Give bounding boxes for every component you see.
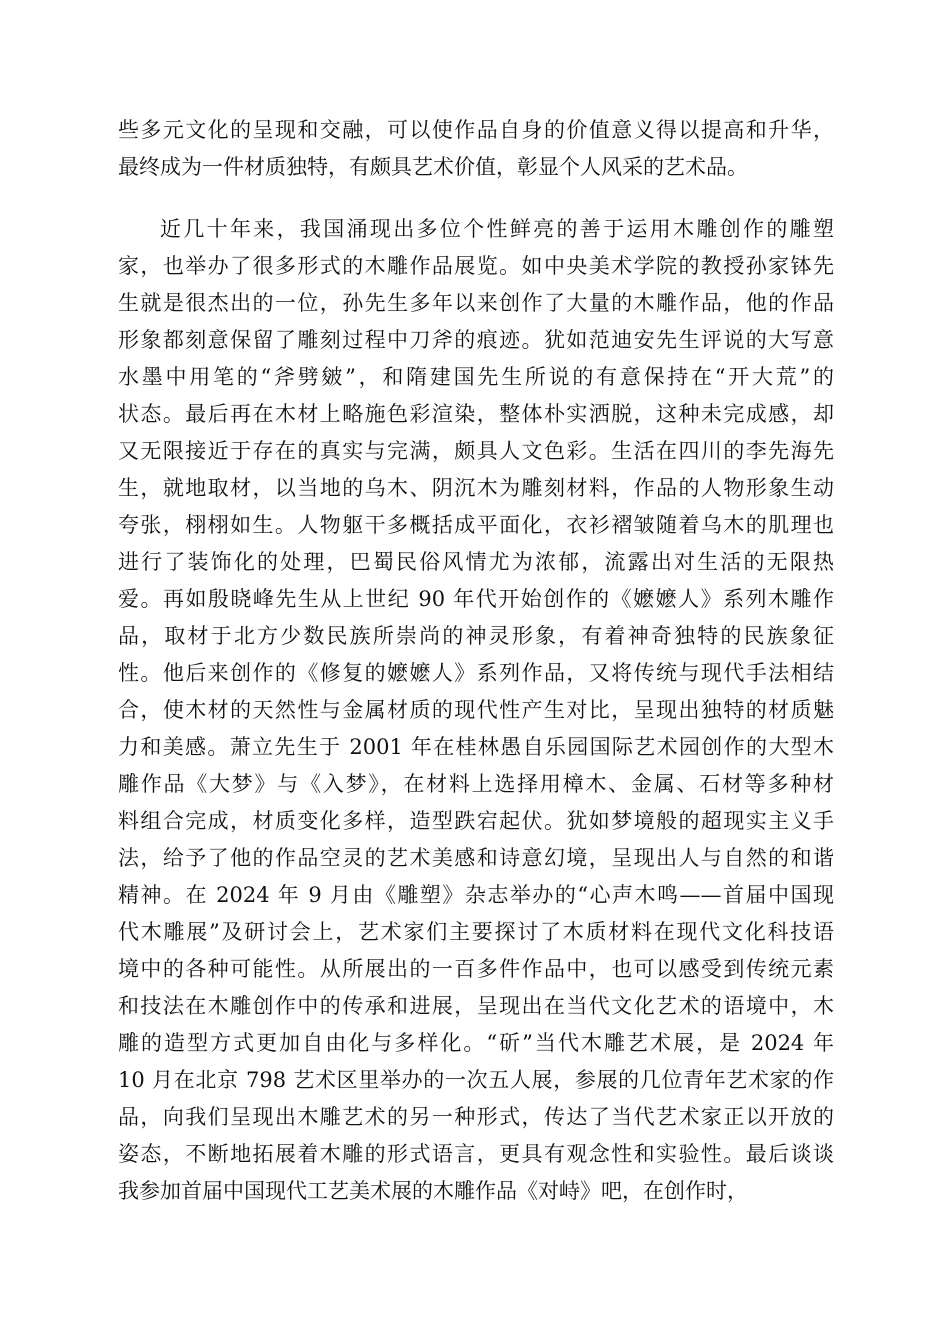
text-line: 精神。在 2024 年 9 月由《雕塑》杂志举办的“心声木鸣——首届中国现 (118, 883, 834, 907)
body-text (118, 112, 834, 1210)
text-line: 形象都刻意保留了雕刻过程中刀斧的痕迹。犹如范迪安先生评说的大写意 (118, 328, 834, 352)
text-line: 品，向我们呈现出木雕艺术的另一种形式，传达了当代艺术家正以开放的 (118, 1105, 834, 1129)
text-line: 些多元文化的呈现和交融，可以使作品自身的价值意义得以提高和升华， (118, 118, 834, 142)
text-line: 水墨中用笔的“斧劈皴”，和隋建国先生所说的有意保持在“开大荒”的 (118, 365, 834, 389)
text-line: 性。他后来创作的《修复的嬷嬷人》系列作品，又将传统与现代手法相结 (118, 661, 834, 685)
text-line: 雕的造型方式更加自由化与多样化。“斫”当代木雕艺术展，是 2024 年 (118, 1031, 834, 1055)
text-line: 品，取材于北方少数民族所崇尚的神灵形象，有着神奇独特的民族象征 (118, 624, 834, 648)
text-line: 料组合完成，材质变化多样，造型跌宕起伏。犹如梦境般的超现实主义手 (118, 809, 834, 833)
text-line: 雕作品《大梦》与《入梦》，在材料上选择用樟木、金属、石材等多种材 (118, 772, 834, 796)
text-line: 姿态，不断地拓展着木雕的形式语言，更具有观念性和实验性。最后谈谈 (118, 1142, 834, 1166)
paragraph-spacing (118, 186, 834, 211)
text-line: 生，就地取材，以当地的乌木、阴沉木为雕刻材料，作品的人物形象生动 (118, 476, 834, 500)
paragraph-1 (118, 112, 834, 186)
text-line: 合，使木材的天然性与金属材质的现代性产生对比，呈现出独特的材质魅 (118, 698, 834, 722)
text-line: 境中的各种可能性。从所展出的一百多件作品中，也可以感受到传统元素 (118, 957, 834, 981)
text-line: 近几十年来，我国涌现出多位个性鲜亮的善于运用木雕创作的雕塑 (160, 217, 834, 241)
text-line: 我参加首届中国现代工艺美术展的木雕作品《对峙》吧，在创作时， (118, 1179, 748, 1203)
paragraph-2 (118, 211, 834, 1210)
text-line: 最终成为一件材质独特，有颇具艺术价值，彰显个人风采的艺术品。 (118, 155, 748, 179)
text-line: 家，也举办了很多形式的木雕作品展览。如中央美术学院的教授孙家钵先 (118, 254, 834, 278)
text-line: 夸张，栩栩如生。人物躯干多概括成平面化，衣衫褶皱随着乌木的肌理也 (118, 513, 834, 537)
text-line: 爱。再如殷晓峰先生从上世纪 90 年代开始创作的《嬷嬷人》系列木雕作 (118, 587, 834, 611)
text-line: 代木雕展”及研讨会上，艺术家们主要探讨了木质材料在现代文化科技语 (118, 920, 834, 944)
text-line: 生就是很杰出的一位，孙先生多年以来创作了大量的木雕作品，他的作品 (118, 291, 834, 315)
text-line: 法，给予了他的作品空灵的艺术美感和诗意幻境，呈现出人与自然的和谐 (118, 846, 834, 870)
text-line: 力和美感。萧立先生于 2001 年在桂林愚自乐园国际艺术园创作的大型木 (118, 735, 834, 759)
text-line: 又无限接近于存在的真实与完满，颇具人文色彩。生活在四川的李先海先 (118, 439, 834, 463)
text-line: 和技法在木雕创作中的传承和进展，呈现出在当代文化艺术的语境中，木 (118, 994, 834, 1018)
text-line: 状态。最后再在木材上略施色彩渲染，整体朴实洒脱，这种未完成感，却 (118, 402, 834, 426)
text-line: 10 月在北京 798 艺术区里举办的一次五人展，参展的几位青年艺术家的作 (118, 1068, 834, 1092)
text-line: 进行了装饰化的处理，巴蜀民俗风情尤为浓郁，流露出对生活的无限热 (118, 550, 834, 574)
